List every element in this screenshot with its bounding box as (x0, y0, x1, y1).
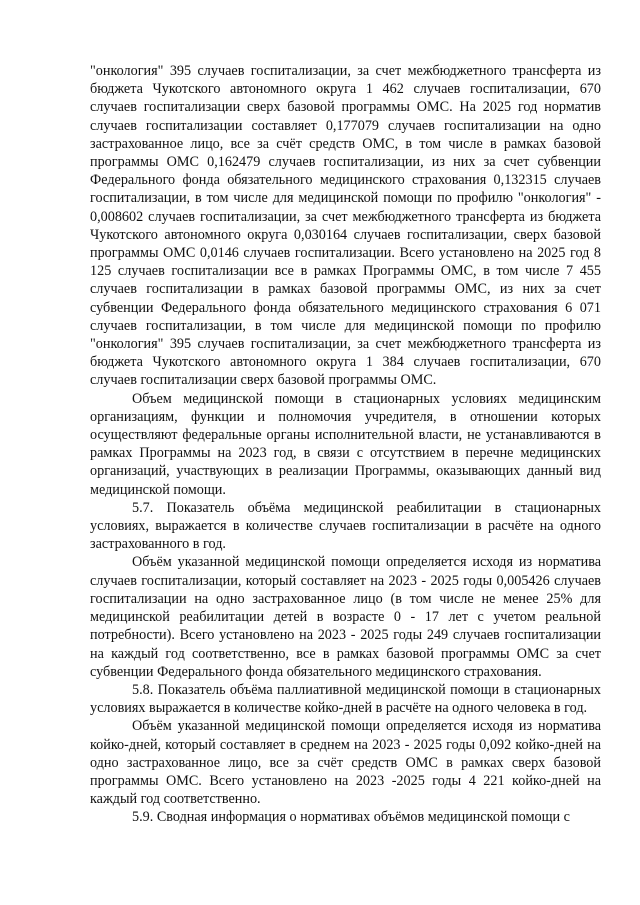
document-page (90, 62, 601, 827)
paragraph-palliative-volume: Объём указанной медицинской помощи определяется исходя из норматива койко-дней, который составляет в среднем на 2023 - 2025 годы 0,092 койко-дней на одно застрахованное лицо, все за счёт средств ОМС в рамках сверх базовой программы ОМС. Всего установлено на 2023 -2025 годы 4 221 койко-дней на каждый год соответственно. (90, 718, 601, 808)
paragraph-section-5-7: 5.7. Показатель объёма медицинской реабилитации в стационарных условиях, выражается в количестве случаев госпитализации в расчёте на одного застрахованного в год. (90, 499, 601, 553)
paragraph-hospitalization-2025: "онкология" 395 случаев госпитализации, за счет межбюджетного трансферта из бюджета Чукотского автономного округа 1 462 случаев госпитализации, 670 случаев госпитализации сверх базовой программы ОМС. На 2025 год норматив случаев госпитализации составляет 0,177079 случаев госпитализации на одно застрахованное лицо, все за счёт средств ОМС, в том числе в рамках базовой программы ОМС 0,162479 случаев госпитализации, из них за счет субвенции Федерального фонда обязательного медицинского страхования 0,132315 случаев госпитализации, в том числе для медицинской помощи по профилю "онкология" - 0,008602 случаев госпитализации, за счет межбюджетного трансферта из бюджета Чукотского автономного округа 0,030164 случаев госпитализации, сверх базовой программы ОМС 0,0146 случаев госпитализации. Всего установлено на 2025 год 8 125 случаев госпитализации все в рамках Программы ОМС, в том числе 7 455 случаев госпитализации в рамках базовой программы ОМС, из них за счет субвенции Федерального фонда обязательного медицинского страхования 6 071 случаев госпитализации, в том числе для медицинской помощи по профилю "онкология" 395 случаев госпитализации, за счет межбюджетного трансферта из бюджета Чукотского автономного округа 1 384 случаев госпитализации, 670 случаев госпитализации сверх базовой программы ОМС. (90, 63, 601, 389)
paragraph-rehabilitation-volume: Объём указанной медицинской помощи определяется исходя из норматива случаев госпитализации, который составляет на 2023 - 2025 годы 0,005426 случаев госпитализации на одно застрахованное лицо (в том числе не менее 25% для медицинской реабилитации детей в возрасте 0 - 17 лет с учетом реальной потребности). Всего установлено на 2023 - 2025 годы 249 случаев госпитализации на каждый год соответственно, все в рамках базовой программы ОМС за счет субвенции Федерального фонда обязательного медицинского страхования. (90, 554, 601, 680)
paragraph-federal-organizations: Объем медицинской помощи в стационарных условиях медицинским организациям, функции и полномочия учредителя, в отношении которых осуществляют федеральные органы исполнительной власти, не устанавливаются в рамках Программы на 2023 год, в связи с отсутствием в перечне медицинских организаций, участвующих в реализации Программы, оказывающих данный вид медицинской помощи. (90, 390, 601, 498)
paragraph-section-5-8: 5.8. Показатель объёма паллиативной медицинской помощи в стационарных условиях выражается в количестве койко-дней в расчёте на одного человека в год. (90, 681, 601, 717)
paragraph-section-5-9: 5.9. Сводная информация о нормативах объёмов медицинской помощи с (132, 809, 570, 826)
